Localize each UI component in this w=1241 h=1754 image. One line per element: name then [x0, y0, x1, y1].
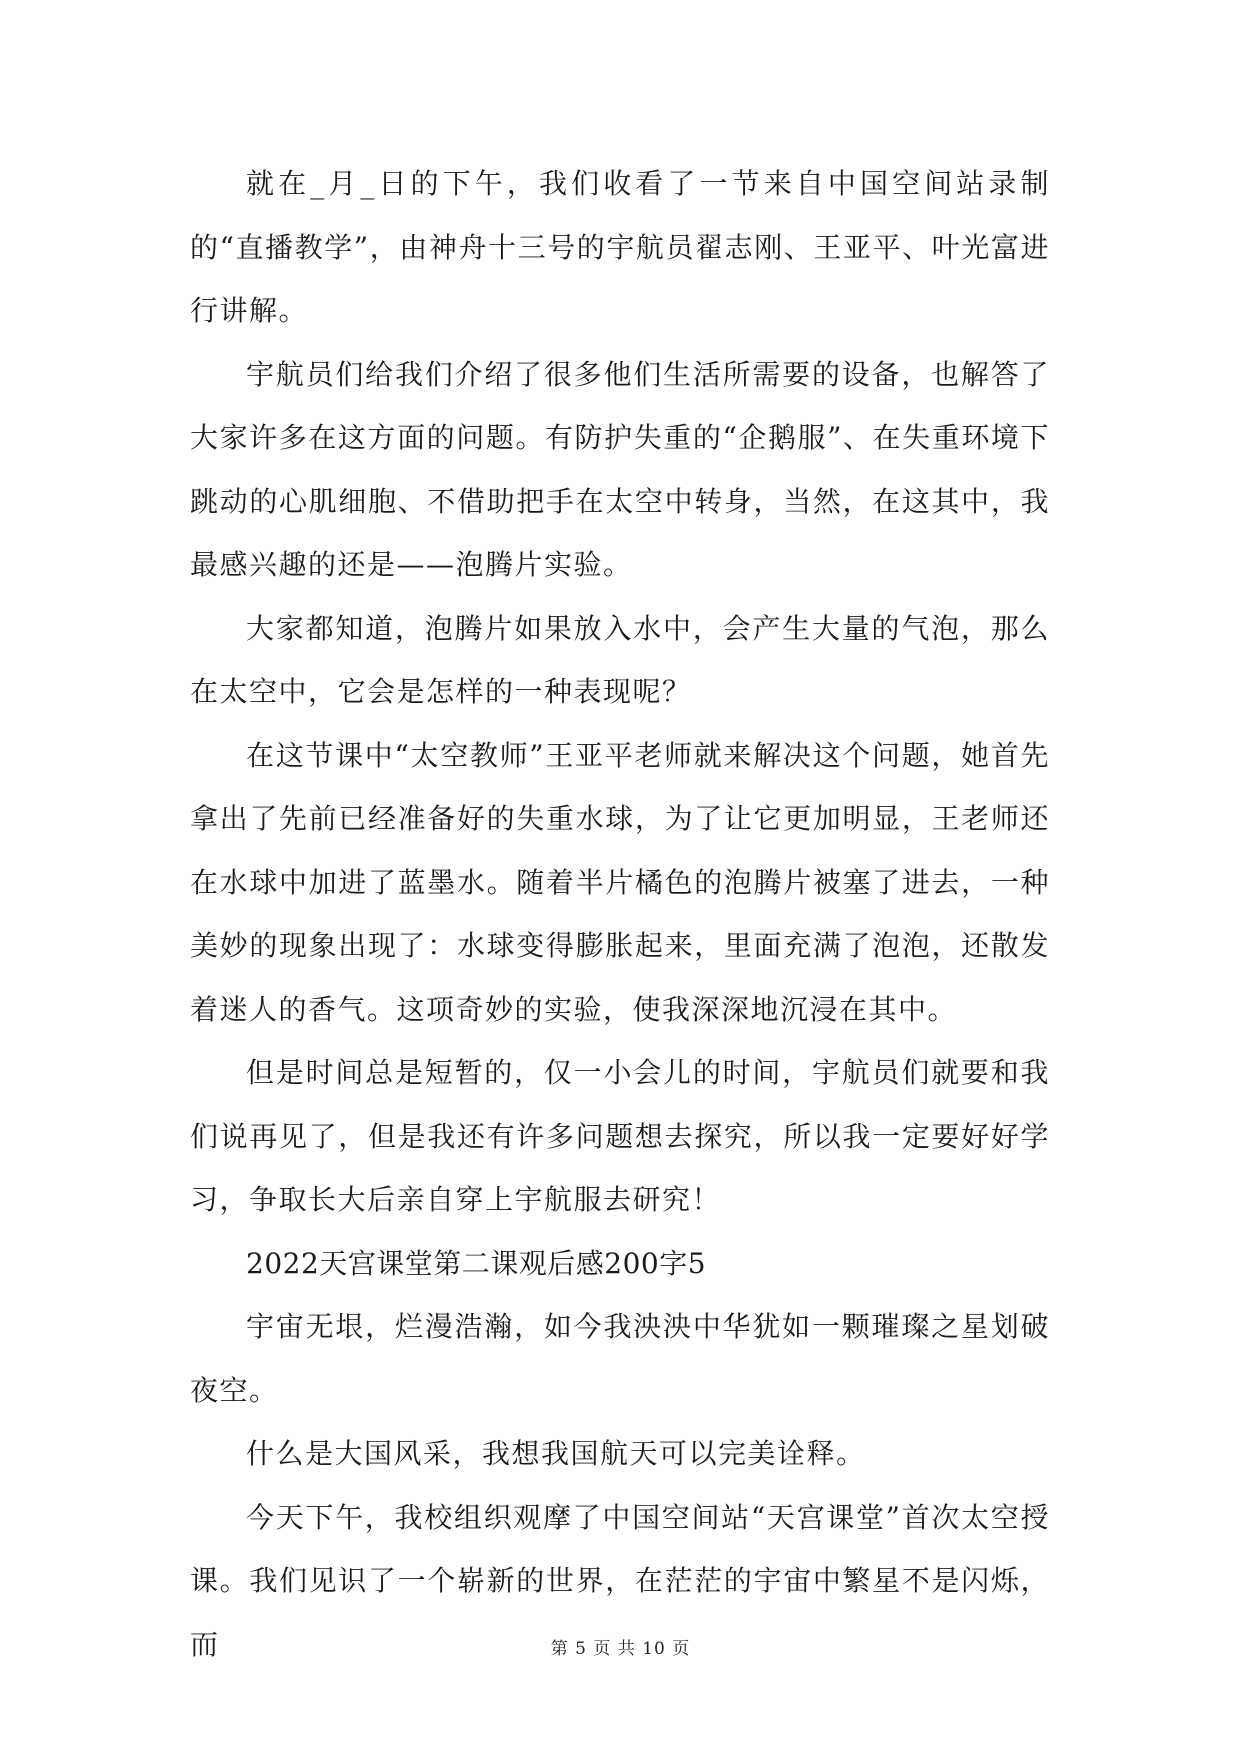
paragraph: 但是时间总是短暂的，仅一小会儿的时间，宇航员们就要和我们说再见了，但是我还有许多问题想去探究，所以我一定要好好学习，争取长大后亲自穿上宇航服去研究！	[190, 1056, 1050, 1216]
paragraph: 在这节课中“太空教师”王亚平老师就来解决这个问题，她首先拿出了先前已经准备好的失重水球，为了让它更加明显，王老师还在水球中加进了蓝墨水。随着半片橘色的泡腾片被塞了进去，一种美妙的现象出现了：水球变得膨胀起来，里面充满了泡泡，还散发着迷人的香气。这项奇妙的实验，使我深深地沉浸在其中。	[190, 738, 1050, 1026]
paragraph: 宇宙无垠，烂漫浩瀚，如今我泱泱中华犹如一颗璀璨之星划破夜空。	[190, 1310, 1050, 1407]
section-heading: 2022天宫课堂第二课观后感200字5	[246, 1246, 707, 1280]
paragraph: 宇航员们给我们介绍了很多他们生活所需要的设备，也解答了大家许多在这方面的问题。有防护失重的“企鹅服”、在失重环境下跳动的心肌细胞、不借助把手在太空中转身，当然，在这其中，我最感兴趣的还是——泡腾片实验。	[190, 357, 1050, 581]
document-body	[190, 152, 1050, 1676]
page-number-footer: 第 5 页 共 10 页	[550, 1639, 691, 1659]
paragraph: 就在_月_日的下午，我们收看了一节来自中国空间站录制的“直播教学”，由神舟十三号的宇航员翟志刚、王亚平、叶光富进行讲解。	[190, 167, 1050, 327]
paragraph: 什么是大国风采，我想我国航天可以完美诠释。	[246, 1437, 866, 1470]
paragraph: 今天下午，我校组织观摩了中国空间站“天宫课堂”首次太空授课。我们见识了一个崭新的世界，在茫茫的宇宙中繁星不是闪烁，而	[190, 1500, 1050, 1661]
paragraph: 大家都知道，泡腾片如果放入水中，会产生大量的气泡，那么在太空中，它会是怎样的一种表现呢？	[190, 611, 1050, 708]
